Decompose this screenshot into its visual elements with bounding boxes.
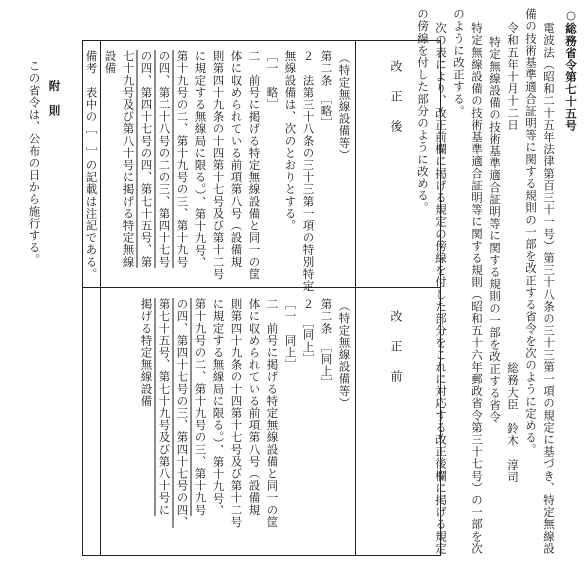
table-divider-before <box>82 287 441 288</box>
before-line-2: ２ ［同上］ <box>301 298 316 365</box>
promulgation-date: 令和五年十月十二日 <box>506 22 520 131</box>
before-line-6: 則第四十九条の十四第十七号及び第十二号 <box>229 298 244 528</box>
intro-line-4: の傍線を付した部分のように改める。 <box>416 8 430 214</box>
amendment-ordinance-name: 特定無線設備の技術基準適合証明等に関する規則の一部を改正する省令 <box>488 36 502 424</box>
preamble-line-1: 電波法（昭和二十五年法律第百三十一号）第三十八条の三十三第一項の規定に基づき、特定無線設 <box>542 22 556 555</box>
before-line-9: の四、第四十七号の三、第四十七号の四、 <box>175 298 190 528</box>
before-line-4: 二 前号に掲げる特定無線設備と同一の筐 <box>265 298 280 528</box>
after-line-8: に規定する無線局に限る。）、第十九号、 <box>193 50 208 269</box>
before-line-10: 第七十五号、第七十九号及び第八十号に <box>157 298 172 516</box>
after-line-2: ２ 法第三十八条の三十三第一項の特別特定 <box>301 50 316 292</box>
supplementary-text: この省令は、公布の日から施行する。 <box>27 60 42 266</box>
before-heading: （特定無線設備等） <box>337 300 352 409</box>
intro-line-3: 次の表により、改正前欄に掲げる規定の傍線を付した部分をこれに対応する改正後欄に掲げる規定 <box>434 22 448 555</box>
signer-name: 総務大臣 鈴木 淳司 <box>506 362 520 483</box>
after-line-11: の四、第四十七号の四、第七十五号、第 <box>139 50 154 268</box>
table-note: 備考 表中の［ ］の記載は注記である。 <box>84 50 99 280</box>
after-line-10: の四、第二十八号の二の三、第四十七号 <box>157 50 172 268</box>
after-line-7: 則第四十九条の十四第十七号及び第十二号 <box>211 50 226 280</box>
before-line-11: 掲げる特定無線設備 <box>139 298 154 407</box>
intro-line-1: 特定無線設備の技術基準適合証明等に関する規則（昭和五十六年郵政省令第三十七号）の一部を次 <box>470 22 484 555</box>
column-header-before: 改正前 <box>389 310 403 400</box>
column-header-after: 改正後 <box>389 60 403 150</box>
note-column-divider <box>100 40 101 556</box>
before-line-1: 第二条 ［同上］ <box>319 298 334 390</box>
after-line-9: 第十九号の二、第十九号の三、第十九号 <box>175 50 190 268</box>
after-heading: （特定無線設備等） <box>337 52 352 161</box>
after-line-6: 体に収められている前項第八号（設備規 <box>229 50 244 268</box>
after-line-5: 二 前号に掲げる特定無線設備と同一の筐 <box>247 50 262 280</box>
before-line-8: 第十九号の二、第十九号の三、第十九号 <box>193 298 208 516</box>
preamble-line-2: 備の技術基準適合証明等に関する規則の一部を改正する省令を次のように定める。 <box>524 8 538 456</box>
after-line-13: 設備 <box>103 50 118 75</box>
after-line-12: 七十九号及び第八十号に掲げる特定無線 <box>121 50 136 268</box>
header-column-divider <box>355 40 356 556</box>
before-line-5: 体に収められている前項第八号（設備規 <box>247 298 262 516</box>
after-line-1: 第二条 ［略］ <box>319 50 334 129</box>
ordinance-title: ○総務省令第七十五号 <box>564 8 578 132</box>
before-line-7: に規定する無線局に限る。）、第十九号、 <box>211 298 226 517</box>
supplementary-heading: 附 則 <box>47 80 62 117</box>
after-line-4: ［一 略］ <box>265 50 280 111</box>
after-line-3: 無線設備は、次のとおりとする。 <box>283 50 298 232</box>
intro-line-2: のように改正する。 <box>452 8 466 117</box>
before-line-3: ［一 同上］ <box>283 298 298 371</box>
